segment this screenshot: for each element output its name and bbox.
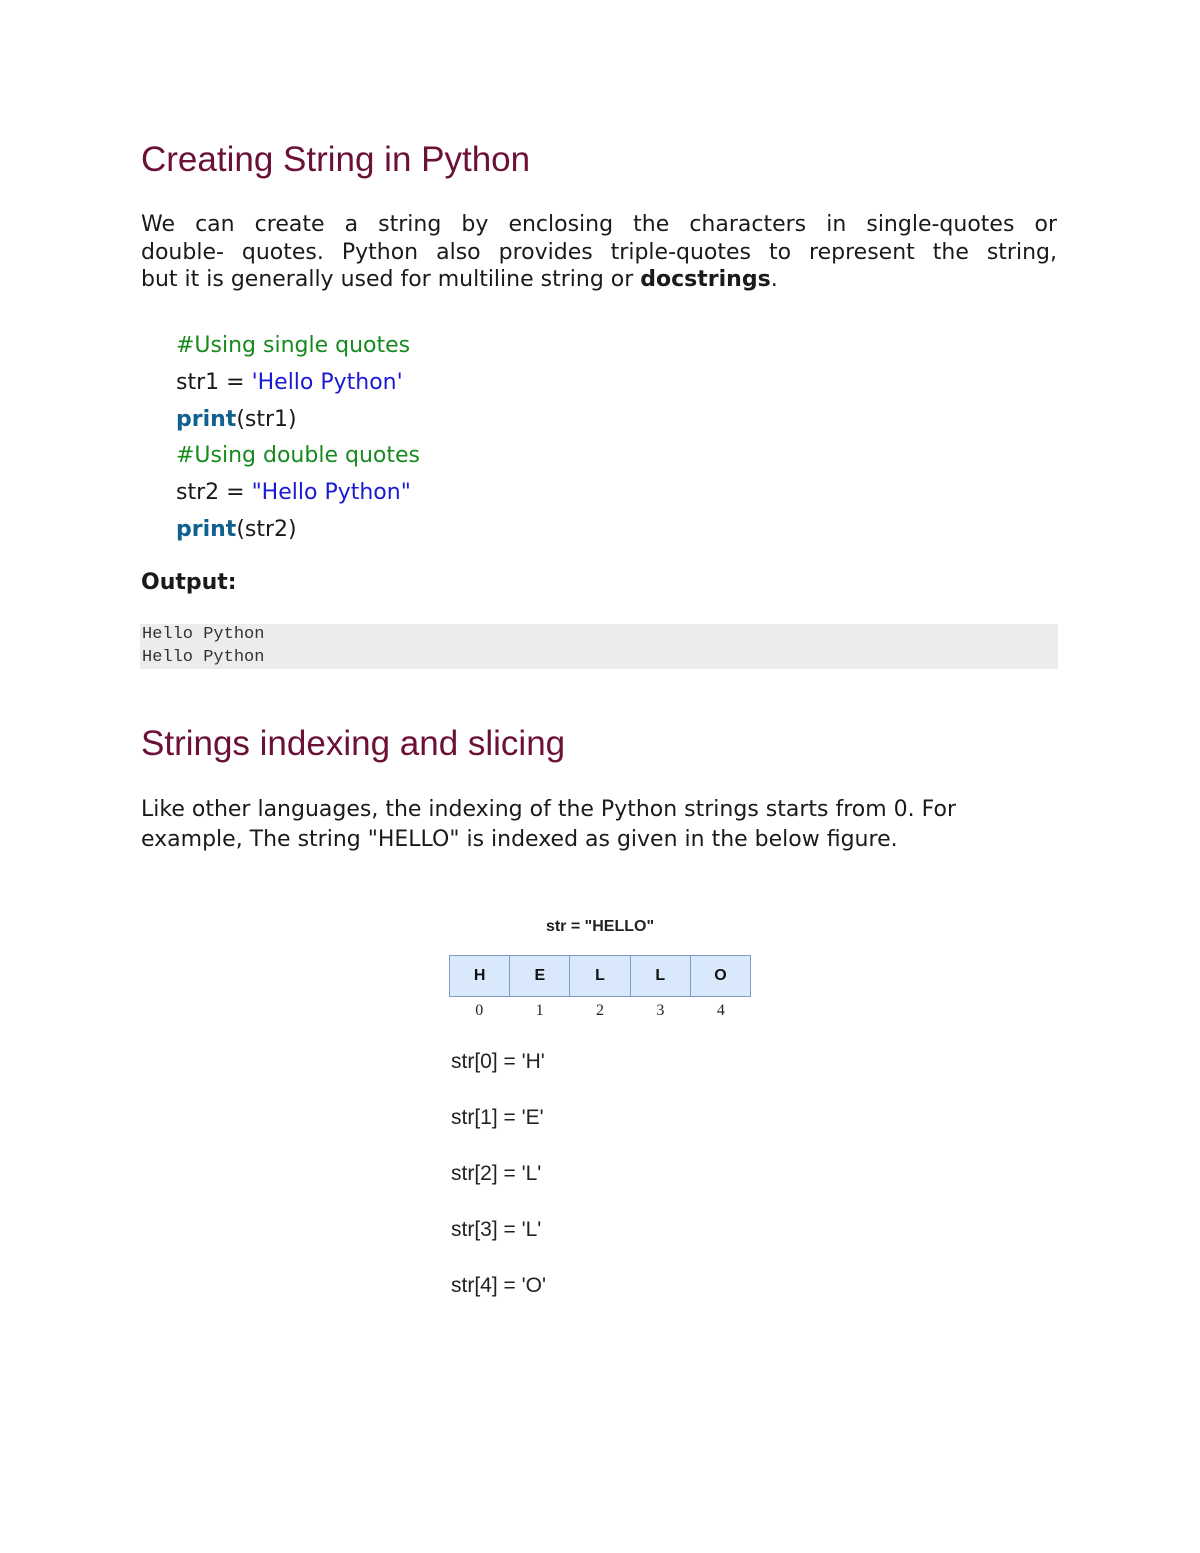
paragraph-text: but it is generally used for multiline string or <box>141 267 641 292</box>
character-cell: L <box>631 956 691 996</box>
code-keyword: print <box>176 516 237 542</box>
figure-title: str = "HELLO" <box>545 918 655 935</box>
index-access-line: str[0] = 'H' <box>451 1050 545 1073</box>
code-line <box>176 438 420 475</box>
paragraph-line: Like other languages, the indexing of the Python strings starts from 0. For <box>141 797 957 822</box>
code-line <box>176 512 420 549</box>
code-string: "Hello Python" <box>251 480 411 506</box>
paragraph-line: example, The string "HELLO" is indexed as given in the below figure. <box>141 827 898 852</box>
output-line: Hello Python <box>142 647 265 667</box>
code-args: (str1) <box>236 406 297 432</box>
index-labels <box>449 1002 751 1020</box>
index-label: 4 <box>716 1002 725 1019</box>
character-cells <box>449 955 751 997</box>
index-label: 0 <box>475 1002 484 1019</box>
docstrings-term: docstrings <box>640 267 771 292</box>
index-access-line: str[2] = 'L' <box>451 1162 542 1185</box>
output-label: Output: <box>141 570 237 595</box>
intro-paragraph <box>141 211 1057 294</box>
paragraph-line: We can create a string by enclosing the characters in single-quotes or <box>141 212 1057 237</box>
code-line <box>176 365 420 402</box>
index-access-line: str[4] = 'O' <box>451 1274 546 1297</box>
code-line <box>176 328 420 365</box>
index-access-list <box>451 1048 546 1328</box>
index-label: 3 <box>656 1002 665 1019</box>
code-comment: #Using single quotes <box>176 333 411 358</box>
output-block <box>140 624 1058 669</box>
indexing-paragraph <box>141 795 1057 855</box>
paragraph-line: double- quotes. Python also provides triple-quotes to represent the string, <box>141 239 1057 265</box>
code-variable: str1 = <box>176 369 252 395</box>
index-label: 2 <box>596 1002 605 1019</box>
code-args: (str2) <box>236 516 297 542</box>
paragraph-text: . <box>770 267 778 292</box>
character-cell: E <box>510 956 570 996</box>
character-cell: L <box>570 956 630 996</box>
index-label: 1 <box>535 1002 544 1019</box>
code-line <box>176 475 420 512</box>
paragraph-line <box>141 266 1057 294</box>
output-line: Hello Python <box>142 625 265 644</box>
section-heading-indexing: Strings indexing and slicing <box>141 724 566 763</box>
code-string: 'Hello Python' <box>251 369 403 395</box>
code-example <box>176 328 420 549</box>
code-comment: #Using double quotes <box>176 443 420 469</box>
index-access-line: str[3] = 'L' <box>451 1218 542 1241</box>
character-cell: O <box>714 967 727 984</box>
code-line <box>176 402 420 439</box>
code-variable: str2 = <box>176 480 252 506</box>
character-cell: H <box>450 956 510 996</box>
section-heading-creating-string: Creating String in Python <box>141 140 531 179</box>
code-keyword: print <box>176 406 237 432</box>
index-access-line: str[1] = 'E' <box>451 1106 544 1129</box>
